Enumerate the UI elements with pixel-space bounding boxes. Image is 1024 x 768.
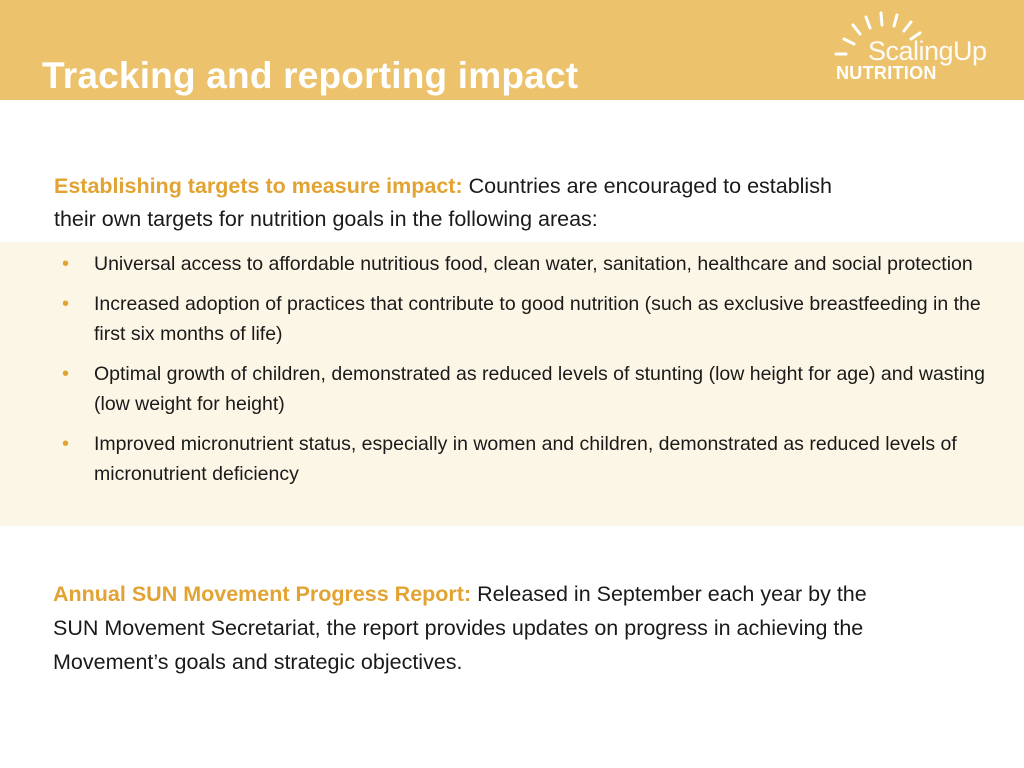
- targets-text: Countries are encouraged to establish their own targets for nutrition goals in the following areas:: [54, 174, 832, 231]
- progress-report-text: Released in September each year by the SUN Movement Secretariat, the report provides updates on progress in achieving the Movement’s goals and strategic objectives.: [53, 582, 867, 674]
- list-item: [62, 429, 1002, 489]
- list-item-text: Universal access to affordable nutritious food, clean water, sanitation, healthcare and social protection: [94, 253, 973, 275]
- list-item: [62, 249, 1002, 279]
- page-title: Tracking and reporting impact: [42, 55, 579, 96]
- targets-paragraph: [54, 170, 874, 236]
- logo-wordmark-bottom: NUTRITION: [836, 63, 937, 83]
- list-item-text: Increased adoption of practices that contribute to good nutrition (such as exclusive breastfeeding in the first six months of life): [94, 293, 981, 345]
- scaling-up-nutrition-logo: [834, 8, 1014, 88]
- target-areas-list: [62, 249, 1002, 499]
- progress-report-heading: Annual SUN Movement Progress Report:: [53, 582, 472, 606]
- progress-report-paragraph: [53, 577, 913, 679]
- list-item-text: Improved micronutrient status, especially in women and children, demonstrated as reduced levels of micronutrient deficiency: [94, 433, 957, 485]
- bullet-icon: •: [62, 293, 70, 315]
- list-item: [62, 289, 1002, 349]
- logo-wordmark-top: ScalingUp: [868, 36, 987, 66]
- targets-heading: Establishing targets to measure impact:: [54, 174, 463, 198]
- list-item-text: Optimal growth of children, demonstrated as reduced levels of stunting (low height for age) and wasting (low weight for height): [94, 363, 985, 415]
- bullet-icon: •: [62, 433, 70, 455]
- bullet-icon: •: [62, 253, 70, 275]
- bullet-icon: •: [62, 363, 70, 385]
- list-item: [62, 359, 1002, 419]
